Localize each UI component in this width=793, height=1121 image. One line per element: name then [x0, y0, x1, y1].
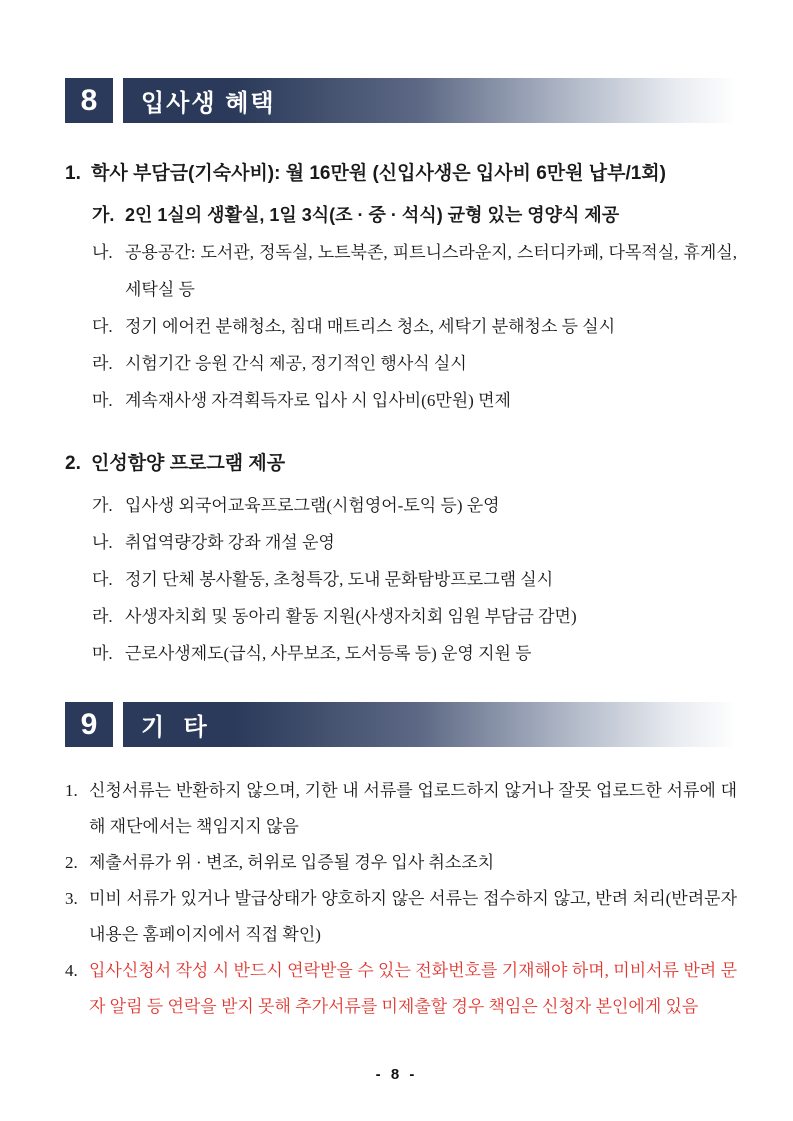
sub-item-text: 정기 단체 봉사활동, 초청특강, 도내 문화탐방프로그램 실시	[125, 570, 554, 589]
sub-item-text: 근로사생제도(급식, 사무보조, 도서등록 등) 운영 지원 등	[125, 644, 532, 663]
sub-item-text: 사생자치회 및 동아리 활동 지원(사생자치회 임원 부담금 감면)	[125, 607, 577, 626]
sub-item-ga	[92, 197, 737, 234]
section-9-title-bar	[123, 702, 737, 747]
sub-item-da	[92, 561, 737, 598]
section-8-header	[65, 78, 737, 123]
sub-item-text: 정기 에어컨 분해청소, 침대 매트리스 청소, 세탁기 분해청소 등 실시	[125, 317, 616, 336]
etc-item-list	[65, 773, 737, 1025]
etc-item-4-warning	[65, 953, 737, 1025]
section-header-gap	[113, 702, 123, 747]
sub-item-ma	[92, 635, 737, 672]
etc-item-text: 신청서류는 반환하지 않으며, 기한 내 서류를 업로드하지 않거나 잘못 업로드한 서류에 대해 재단에서는 책임지지 않음	[89, 781, 737, 836]
sub-item-text: 계속재사생 자격획득자로 입사 시 입사비(6만원) 면제	[125, 391, 511, 410]
sub-item-text: 2인 1실의 생활실, 1일 3식(조 · 중 · 석식) 균형 있는 영양식 제공	[125, 205, 620, 225]
page-number: - 8 -	[375, 1066, 418, 1083]
section-9-title: 기 타	[141, 714, 209, 741]
sub-item-ra	[92, 345, 737, 382]
sub-item-ma	[92, 382, 737, 419]
sub-item-label: 라.	[92, 607, 113, 626]
sub-item-na	[92, 524, 737, 561]
item-heading-text: 학사 부담금(기숙사비): 월 16만원 (신입사생은 입사비 6만원 납부/1회)	[91, 163, 666, 184]
item-number-label: 1.	[65, 163, 81, 184]
sub-item-label: 마.	[92, 644, 113, 663]
etc-item-label: 4.	[65, 961, 78, 980]
sub-item-label: 다.	[92, 570, 113, 589]
etc-item-3	[65, 881, 737, 953]
sub-item-label: 나.	[92, 533, 113, 552]
etc-item-text: 미비 서류가 있거나 발급상태가 양호하지 않은 서류는 접수하지 않고, 반려 처리(반려문자 내용은 홈페이지에서 직접 확인)	[89, 889, 737, 944]
sub-item-da	[92, 308, 737, 345]
sub-item-label: 다.	[92, 317, 113, 336]
benefits-item-1-sublist	[92, 197, 737, 419]
benefits-item-2-heading	[65, 449, 737, 479]
sub-item-label: 가.	[92, 496, 113, 515]
item-number-label: 2.	[65, 453, 81, 474]
sub-item-na	[92, 234, 737, 308]
etc-item-text: 입사신청서 작성 시 반드시 연락받을 수 있는 전화번호를 기재해야 하며, 미비서류 반려 문자 알림 등 연락을 받지 못해 추가서류를 미제출할 경우 책임은 신청자 본인에게 있음	[89, 961, 737, 1016]
etc-item-1	[65, 773, 737, 845]
sub-item-label: 마.	[92, 391, 113, 410]
sub-item-ra	[92, 598, 737, 635]
section-8-title-bar	[123, 78, 737, 123]
sub-item-label: 나.	[92, 243, 113, 262]
section-9-number-badge: 9	[65, 702, 113, 747]
sub-item-text: 시험기간 응원 간식 제공, 정기적인 행사식 실시	[125, 354, 467, 373]
etc-item-label: 2.	[65, 853, 78, 872]
etc-item-label: 1.	[65, 781, 78, 800]
sub-item-label: 라.	[92, 354, 113, 373]
etc-item-label: 3.	[65, 889, 78, 908]
benefits-item-1-heading	[65, 159, 737, 189]
benefits-item-2-sublist	[92, 487, 737, 672]
section-8-title: 입사생 혜택	[141, 90, 276, 117]
section-9-header	[65, 702, 737, 747]
sub-item-text: 취업역량강화 강좌 개설 운영	[125, 533, 335, 552]
sub-item-text: 입사생 외국어교육프로그램(시험영어-토익 등) 운영	[125, 496, 500, 515]
item-heading-text: 인성함양 프로그램 제공	[91, 453, 286, 474]
etc-item-2	[65, 845, 737, 881]
etc-item-text: 제출서류가 위 · 변조, 허위로 입증될 경우 입사 취소조치	[89, 853, 495, 872]
sub-item-text: 공용공간: 도서관, 정독실, 노트북존, 피트니스라운지, 스터디카페, 다목적실, 휴게실, 세탁실 등	[125, 243, 737, 299]
sub-item-label: 가.	[92, 205, 115, 225]
section-8-number-badge: 8	[65, 78, 113, 123]
section-header-gap	[113, 78, 123, 123]
sub-item-ga	[92, 487, 737, 524]
